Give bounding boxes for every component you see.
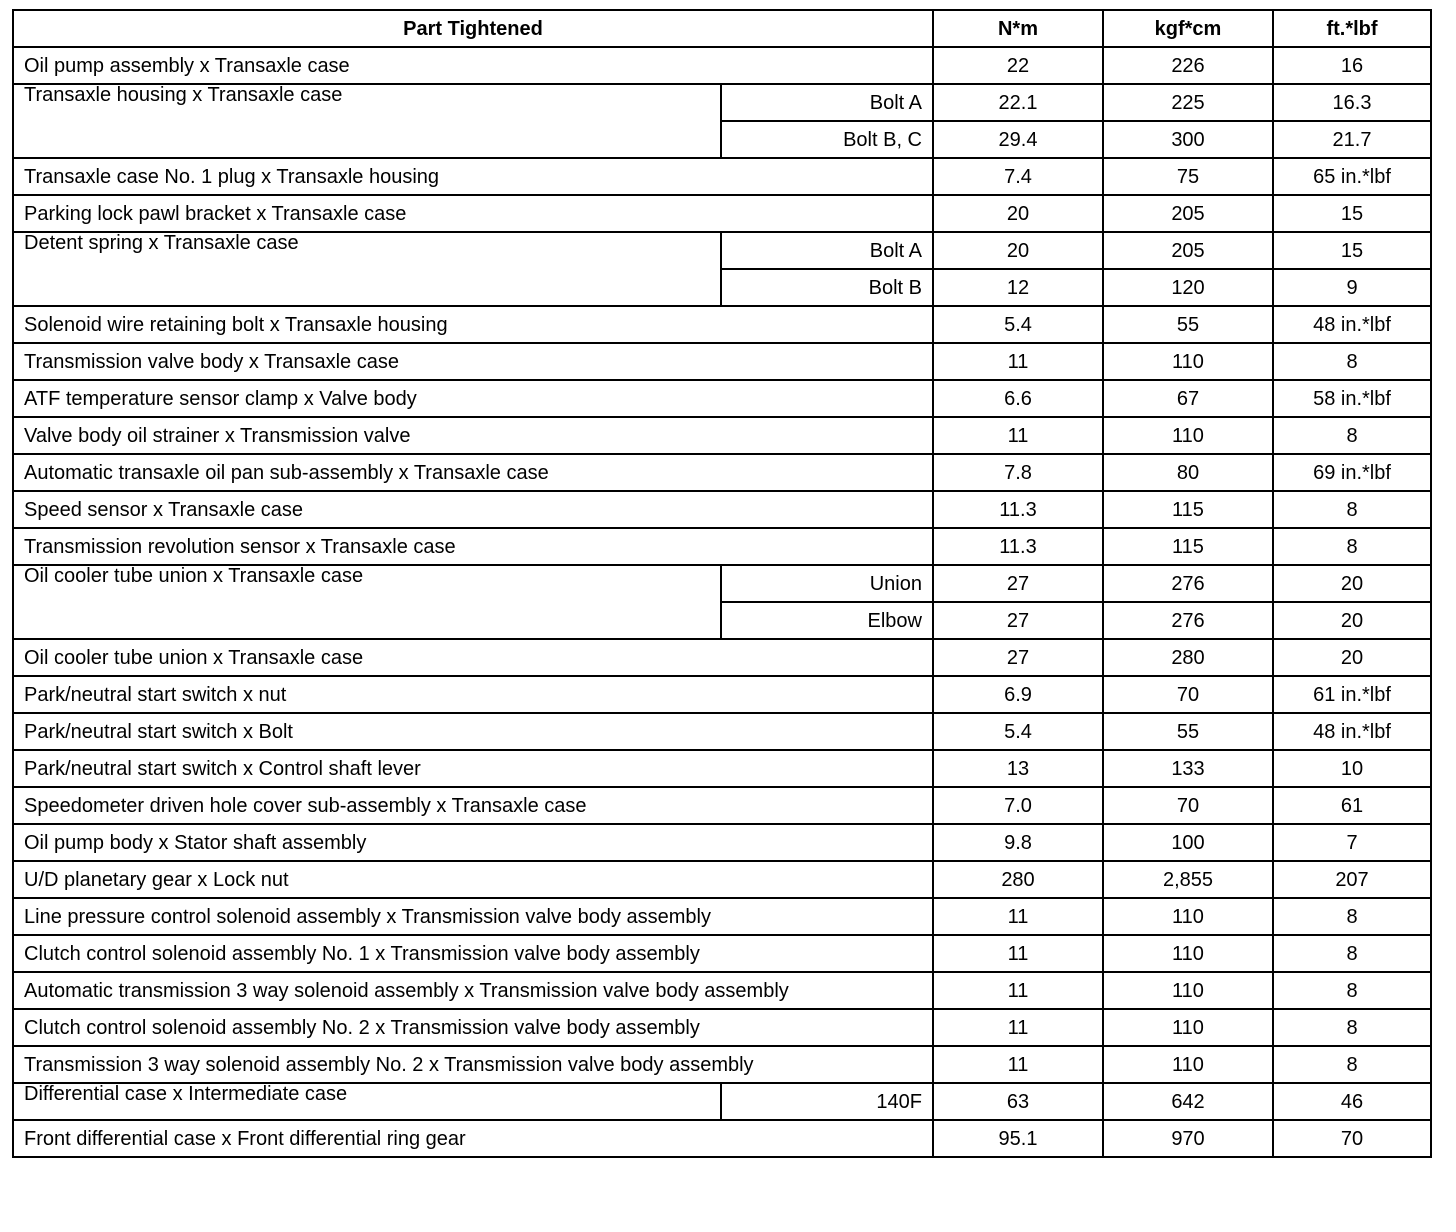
torque-nm-cell: 20 (933, 195, 1103, 232)
torque-kgf-cm-cell: 55 (1103, 306, 1273, 343)
table-row (13, 565, 1431, 602)
torque-ft-lbf-cell: 70 (1273, 1120, 1431, 1157)
part-name-cell: Oil cooler tube union x Transaxle case (13, 565, 721, 639)
torque-nm-cell: 5.4 (933, 713, 1103, 750)
fastener-cell: Bolt A (721, 232, 933, 269)
torque-kgf-cm-cell: 80 (1103, 454, 1273, 491)
torque-ft-lbf-cell: 8 (1273, 1009, 1431, 1046)
fastener-cell: Bolt B (721, 269, 933, 306)
torque-nm-cell: 6.6 (933, 380, 1103, 417)
table-row (13, 750, 1431, 787)
part-name-cell: Transaxle case No. 1 plug x Transaxle housing (13, 158, 933, 195)
torque-kgf-cm-cell: 100 (1103, 824, 1273, 861)
torque-ft-lbf-cell: 8 (1273, 898, 1431, 935)
torque-ft-lbf-cell: 16.3 (1273, 84, 1431, 121)
fastener-cell: Union (721, 565, 933, 602)
part-name-cell: Differential case x Intermediate case (13, 1083, 721, 1120)
torque-nm-cell: 63 (933, 1083, 1103, 1120)
torque-nm-cell: 7.4 (933, 158, 1103, 195)
part-name-cell: Parking lock pawl bracket x Transaxle case (13, 195, 933, 232)
torque-nm-cell: 20 (933, 232, 1103, 269)
torque-kgf-cm-cell: 970 (1103, 1120, 1273, 1157)
fastener-cell: Bolt A (721, 84, 933, 121)
torque-ft-lbf-cell: 15 (1273, 232, 1431, 269)
table-row (13, 639, 1431, 676)
table-body (13, 47, 1431, 1157)
torque-kgf-cm-cell: 300 (1103, 121, 1273, 158)
table-row (13, 195, 1431, 232)
torque-ft-lbf-cell: 8 (1273, 491, 1431, 528)
torque-kgf-cm-cell: 55 (1103, 713, 1273, 750)
table-row (13, 232, 1431, 269)
part-name-cell: Solenoid wire retaining bolt x Transaxle housing (13, 306, 933, 343)
torque-nm-cell: 11 (933, 935, 1103, 972)
torque-nm-cell: 11 (933, 898, 1103, 935)
torque-kgf-cm-cell: 75 (1103, 158, 1273, 195)
torque-kgf-cm-cell: 110 (1103, 1009, 1273, 1046)
part-name-cell: U/D planetary gear x Lock nut (13, 861, 933, 898)
table-row (13, 1009, 1431, 1046)
torque-kgf-cm-cell: 110 (1103, 972, 1273, 1009)
torque-nm-cell: 27 (933, 602, 1103, 639)
torque-nm-cell: 11 (933, 1046, 1103, 1083)
table-row (13, 306, 1431, 343)
torque-nm-cell: 27 (933, 565, 1103, 602)
torque-nm-cell: 95.1 (933, 1120, 1103, 1157)
part-name-cell: Speedometer driven hole cover sub-assembly x Transaxle case (13, 787, 933, 824)
torque-nm-cell: 13 (933, 750, 1103, 787)
torque-nm-cell: 11 (933, 343, 1103, 380)
table-row (13, 824, 1431, 861)
torque-ft-lbf-cell: 61 (1273, 787, 1431, 824)
torque-kgf-cm-cell: 110 (1103, 343, 1273, 380)
torque-nm-cell: 11.3 (933, 528, 1103, 565)
torque-ft-lbf-cell: 7 (1273, 824, 1431, 861)
table-row (13, 898, 1431, 935)
fastener-cell: Elbow (721, 602, 933, 639)
torque-nm-cell: 29.4 (933, 121, 1103, 158)
table-row (13, 528, 1431, 565)
fastener-cell: Bolt B, C (721, 121, 933, 158)
part-name-cell: Oil cooler tube union x Transaxle case (13, 639, 933, 676)
table-row (13, 1083, 1431, 1120)
table-row (13, 343, 1431, 380)
table-row (13, 787, 1431, 824)
torque-nm-cell: 280 (933, 861, 1103, 898)
torque-kgf-cm-cell: 110 (1103, 1046, 1273, 1083)
torque-ft-lbf-cell: 8 (1273, 935, 1431, 972)
torque-ft-lbf-cell: 46 (1273, 1083, 1431, 1120)
torque-nm-cell: 5.4 (933, 306, 1103, 343)
table-row (13, 935, 1431, 972)
torque-nm-cell: 11.3 (933, 491, 1103, 528)
header-kgf-cm: kgf*cm (1103, 10, 1273, 47)
part-name-cell: Transmission 3 way solenoid assembly No. 2 x Transmission valve body assembly (13, 1046, 933, 1083)
part-name-cell: Park/neutral start switch x Control shaft lever (13, 750, 933, 787)
part-name-cell: Valve body oil strainer x Transmission valve (13, 417, 933, 454)
torque-ft-lbf-cell: 20 (1273, 565, 1431, 602)
table-row (13, 84, 1431, 121)
torque-kgf-cm-cell: 110 (1103, 935, 1273, 972)
torque-nm-cell: 22.1 (933, 84, 1103, 121)
torque-kgf-cm-cell: 70 (1103, 676, 1273, 713)
part-name-cell: Automatic transaxle oil pan sub-assembly x Transaxle case (13, 454, 933, 491)
torque-kgf-cm-cell: 133 (1103, 750, 1273, 787)
torque-nm-cell: 12 (933, 269, 1103, 306)
torque-kgf-cm-cell: 110 (1103, 417, 1273, 454)
torque-nm-cell: 27 (933, 639, 1103, 676)
part-name-cell: Detent spring x Transaxle case (13, 232, 721, 306)
part-name-cell: Line pressure control solenoid assembly x Transmission valve body assembly (13, 898, 933, 935)
header-ft-lbf: ft.*lbf (1273, 10, 1431, 47)
torque-kgf-cm-cell: 276 (1103, 602, 1273, 639)
table-row (13, 1046, 1431, 1083)
part-name-cell: Front differential case x Front differential ring gear (13, 1120, 933, 1157)
part-name-cell: Transaxle housing x Transaxle case (13, 84, 721, 158)
torque-ft-lbf-cell: 207 (1273, 861, 1431, 898)
torque-ft-lbf-cell: 8 (1273, 343, 1431, 380)
torque-ft-lbf-cell: 8 (1273, 1046, 1431, 1083)
header-part-tightened: Part Tightened (13, 10, 933, 47)
torque-ft-lbf-cell: 61 in.*lbf (1273, 676, 1431, 713)
torque-nm-cell: 9.8 (933, 824, 1103, 861)
table-row (13, 972, 1431, 1009)
table-row (13, 158, 1431, 195)
torque-ft-lbf-cell: 65 in.*lbf (1273, 158, 1431, 195)
torque-kgf-cm-cell: 120 (1103, 269, 1273, 306)
part-name-cell: Transmission valve body x Transaxle case (13, 343, 933, 380)
torque-specification-table (12, 9, 1432, 1158)
part-name-cell: ATF temperature sensor clamp x Valve body (13, 380, 933, 417)
part-name-cell: Park/neutral start switch x Bolt (13, 713, 933, 750)
fastener-cell: 140F (721, 1083, 933, 1120)
torque-ft-lbf-cell: 16 (1273, 47, 1431, 84)
table-row (13, 417, 1431, 454)
torque-kgf-cm-cell: 226 (1103, 47, 1273, 84)
torque-nm-cell: 7.8 (933, 454, 1103, 491)
torque-ft-lbf-cell: 58 in.*lbf (1273, 380, 1431, 417)
torque-ft-lbf-cell: 69 in.*lbf (1273, 454, 1431, 491)
torque-ft-lbf-cell: 48 in.*lbf (1273, 713, 1431, 750)
torque-ft-lbf-cell: 8 (1273, 972, 1431, 1009)
torque-nm-cell: 11 (933, 417, 1103, 454)
torque-ft-lbf-cell: 20 (1273, 602, 1431, 639)
torque-kgf-cm-cell: 115 (1103, 491, 1273, 528)
part-name-cell: Park/neutral start switch x nut (13, 676, 933, 713)
torque-kgf-cm-cell: 280 (1103, 639, 1273, 676)
torque-nm-cell: 22 (933, 47, 1103, 84)
torque-ft-lbf-cell: 9 (1273, 269, 1431, 306)
table-row (13, 491, 1431, 528)
torque-kgf-cm-cell: 225 (1103, 84, 1273, 121)
torque-kgf-cm-cell: 2,855 (1103, 861, 1273, 898)
torque-nm-cell: 6.9 (933, 676, 1103, 713)
part-name-cell: Speed sensor x Transaxle case (13, 491, 933, 528)
part-name-cell: Transmission revolution sensor x Transaxle case (13, 528, 933, 565)
table-row (13, 713, 1431, 750)
torque-kgf-cm-cell: 67 (1103, 380, 1273, 417)
torque-kgf-cm-cell: 110 (1103, 898, 1273, 935)
torque-ft-lbf-cell: 8 (1273, 417, 1431, 454)
torque-ft-lbf-cell: 48 in.*lbf (1273, 306, 1431, 343)
torque-ft-lbf-cell: 15 (1273, 195, 1431, 232)
torque-ft-lbf-cell: 10 (1273, 750, 1431, 787)
table-row (13, 380, 1431, 417)
torque-kgf-cm-cell: 276 (1103, 565, 1273, 602)
torque-nm-cell: 11 (933, 972, 1103, 1009)
header-nm: N*m (933, 10, 1103, 47)
torque-kgf-cm-cell: 205 (1103, 195, 1273, 232)
part-name-cell: Clutch control solenoid assembly No. 1 x Transmission valve body assembly (13, 935, 933, 972)
torque-ft-lbf-cell: 20 (1273, 639, 1431, 676)
torque-kgf-cm-cell: 642 (1103, 1083, 1273, 1120)
torque-ft-lbf-cell: 21.7 (1273, 121, 1431, 158)
torque-kgf-cm-cell: 70 (1103, 787, 1273, 824)
part-name-cell: Oil pump body x Stator shaft assembly (13, 824, 933, 861)
table-row (13, 454, 1431, 491)
torque-ft-lbf-cell: 8 (1273, 528, 1431, 565)
torque-nm-cell: 11 (933, 1009, 1103, 1046)
table-row (13, 861, 1431, 898)
header-row (13, 10, 1431, 47)
part-name-cell: Clutch control solenoid assembly No. 2 x Transmission valve body assembly (13, 1009, 933, 1046)
table-row (13, 1120, 1431, 1157)
part-name-cell: Oil pump assembly x Transaxle case (13, 47, 933, 84)
torque-nm-cell: 7.0 (933, 787, 1103, 824)
torque-kgf-cm-cell: 205 (1103, 232, 1273, 269)
table-row (13, 47, 1431, 84)
part-name-cell: Automatic transmission 3 way solenoid assembly x Transmission valve body assembly (13, 972, 933, 1009)
torque-kgf-cm-cell: 115 (1103, 528, 1273, 565)
table-row (13, 676, 1431, 713)
